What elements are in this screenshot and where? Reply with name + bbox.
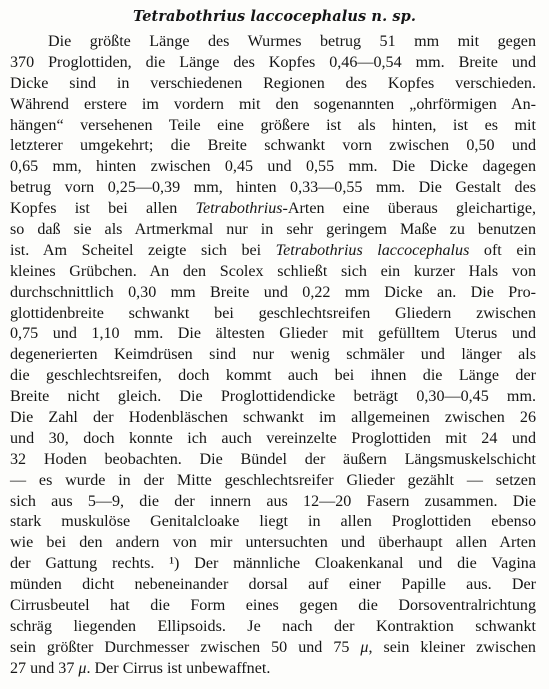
text-line	[10, 304, 536, 325]
text-line	[10, 283, 536, 304]
italic-term: μ	[360, 638, 369, 656]
text-segment: letzterer umgekehrt; die Breite schwankt vorn zwischen 0,50 und	[10, 137, 536, 155]
text-line	[10, 512, 536, 533]
text-segment: hängen“ versehenen Teile eine größere ist als hinten, ist es mit	[10, 116, 536, 134]
text-segment: Breite nicht gleich. Die Proglottidendicke beträgt 0,30—0,45 mm.	[10, 388, 536, 406]
text-segment: schräg liegenden Ellipsoids. Je nach der Kontraktion schwankt	[10, 617, 536, 635]
text-segment: degenerierten Keimdrüsen sind nur wenig schmäler und länger als	[10, 346, 536, 364]
text-segment: -Arten eine überaus gleichartige,	[282, 200, 536, 218]
text-line	[10, 95, 536, 116]
text-segment: 0,75 und 1,10 mm. Die ältesten Glieder mit gefülltem Uterus und	[10, 325, 536, 343]
text-segment: Kopfes ist bei allen	[10, 200, 196, 218]
text-segment: sein größter Durchmesser zwischen 50 und 75	[10, 638, 361, 656]
text-segment: 370 Proglottiden, die Länge des Kopfes 0,46—0,54 mm. Breite und	[10, 53, 536, 71]
text-line	[10, 554, 536, 575]
text-segment: Dicke sind in verschiedenen Regionen des Kopfes verschieden.	[10, 74, 536, 92]
text-line	[10, 659, 536, 680]
text-line	[10, 471, 536, 492]
text-segment: Die größte Länge des Wurmes betrug 51 mm mit gegen	[48, 33, 536, 50]
text-segment: kleines Grübchen. An den Scolex schließt sich ein kurzer Hals von	[10, 262, 536, 280]
text-line	[10, 116, 536, 137]
text-line	[10, 136, 536, 157]
text-line	[10, 324, 536, 345]
text-line	[10, 199, 536, 220]
italic-term: Tetrabothrius	[195, 200, 283, 218]
text-line	[10, 450, 536, 471]
text-segment: Während erstere im vordern mit den sogenannten „ohrförmigen An-	[10, 95, 536, 113]
text-segment: oft ein	[469, 241, 536, 259]
text-segment: 0,65 mm, hinten zwischen 0,45 und 0,55 mm. Die Dicke dagegen	[10, 158, 536, 176]
text-segment: die geschlechtsreifen, doch kommt auch bei ihnen die Länge der	[10, 367, 536, 385]
text-line	[10, 575, 536, 596]
text-line	[10, 220, 536, 241]
text-segment: 27 und 37	[10, 659, 79, 677]
text-line	[10, 366, 536, 387]
body-text	[10, 32, 536, 680]
text-line	[10, 533, 536, 554]
text-line	[10, 178, 536, 199]
text-segment: sich aus 5—9, die der innern aus 12—20 Fasern zusammen. Die	[10, 492, 536, 510]
text-segment: so daß sie als Artmerkmal nur in sehr geringem Maße zu benutzen	[10, 221, 536, 239]
text-line	[10, 53, 536, 74]
text-segment: münden dicht nebeneinander dorsal auf einer Papille aus. Der	[10, 576, 536, 594]
text-segment: betrug vorn 0,25—0,39 mm, hinten 0,33—0,55 mm. Die Gestalt des	[10, 179, 536, 197]
text-segment: und 30, doch konnte ich auch vereinzelte Proglottiden mit 24 und	[10, 429, 536, 447]
text-segment: glottidenbreite schwankt bei geschlechtsreifen Gliedern zwischen	[10, 304, 536, 322]
text-segment: Cirrusbeutel hat die Form eines gegen die Dorsoventralrichtung	[10, 597, 536, 615]
text-line	[10, 74, 536, 95]
text-line	[10, 492, 536, 513]
text-line	[10, 408, 536, 429]
text-segment: , sein kleiner zwischen	[368, 638, 536, 656]
text-line	[10, 429, 536, 450]
text-segment: 32 Hoden beobachten. Die Bündel der äußern Längsmuskelschicht	[10, 450, 536, 468]
text-line	[10, 617, 536, 638]
text-segment: der Gattung rechts. ¹) Der männliche Cloakenkanal und die Vagina	[10, 555, 536, 573]
text-segment: Die Zahl der Hodenbläschen schwankt im allgemeinen zwischen 26	[10, 409, 536, 427]
italic-term: Tetrabothrius laccocephalus	[275, 241, 470, 259]
text-segment: wie bei den andern von mir untersuchten und überhaupt allen Arten	[10, 534, 536, 552]
text-line	[10, 32, 536, 53]
section-title: Tetrabothrius laccocephalus n. sp.	[132, 8, 417, 25]
text-line	[10, 387, 536, 408]
text-line	[10, 241, 536, 262]
italic-term: μ	[78, 659, 87, 677]
text-segment: — es wurde in der Mitte geschlechtsreifer Glieder gezählt — setzen	[10, 471, 536, 489]
text-line	[10, 262, 536, 283]
text-segment: . Der Cirrus ist unbewaffnet.	[86, 659, 271, 677]
text-line	[10, 157, 536, 178]
text-segment: durchschnittlich 0,30 mm Breite und 0,22 mm Dicke an. Die Pro-	[10, 283, 536, 301]
text-line	[10, 596, 536, 617]
text-line	[10, 345, 536, 366]
text-segment: ist. Am Scheitel zeigte sich bei	[10, 241, 276, 259]
text-segment: stark muskulöse Genitalcloake liegt in allen Proglottiden ebenso	[10, 513, 536, 531]
text-line	[10, 638, 536, 659]
